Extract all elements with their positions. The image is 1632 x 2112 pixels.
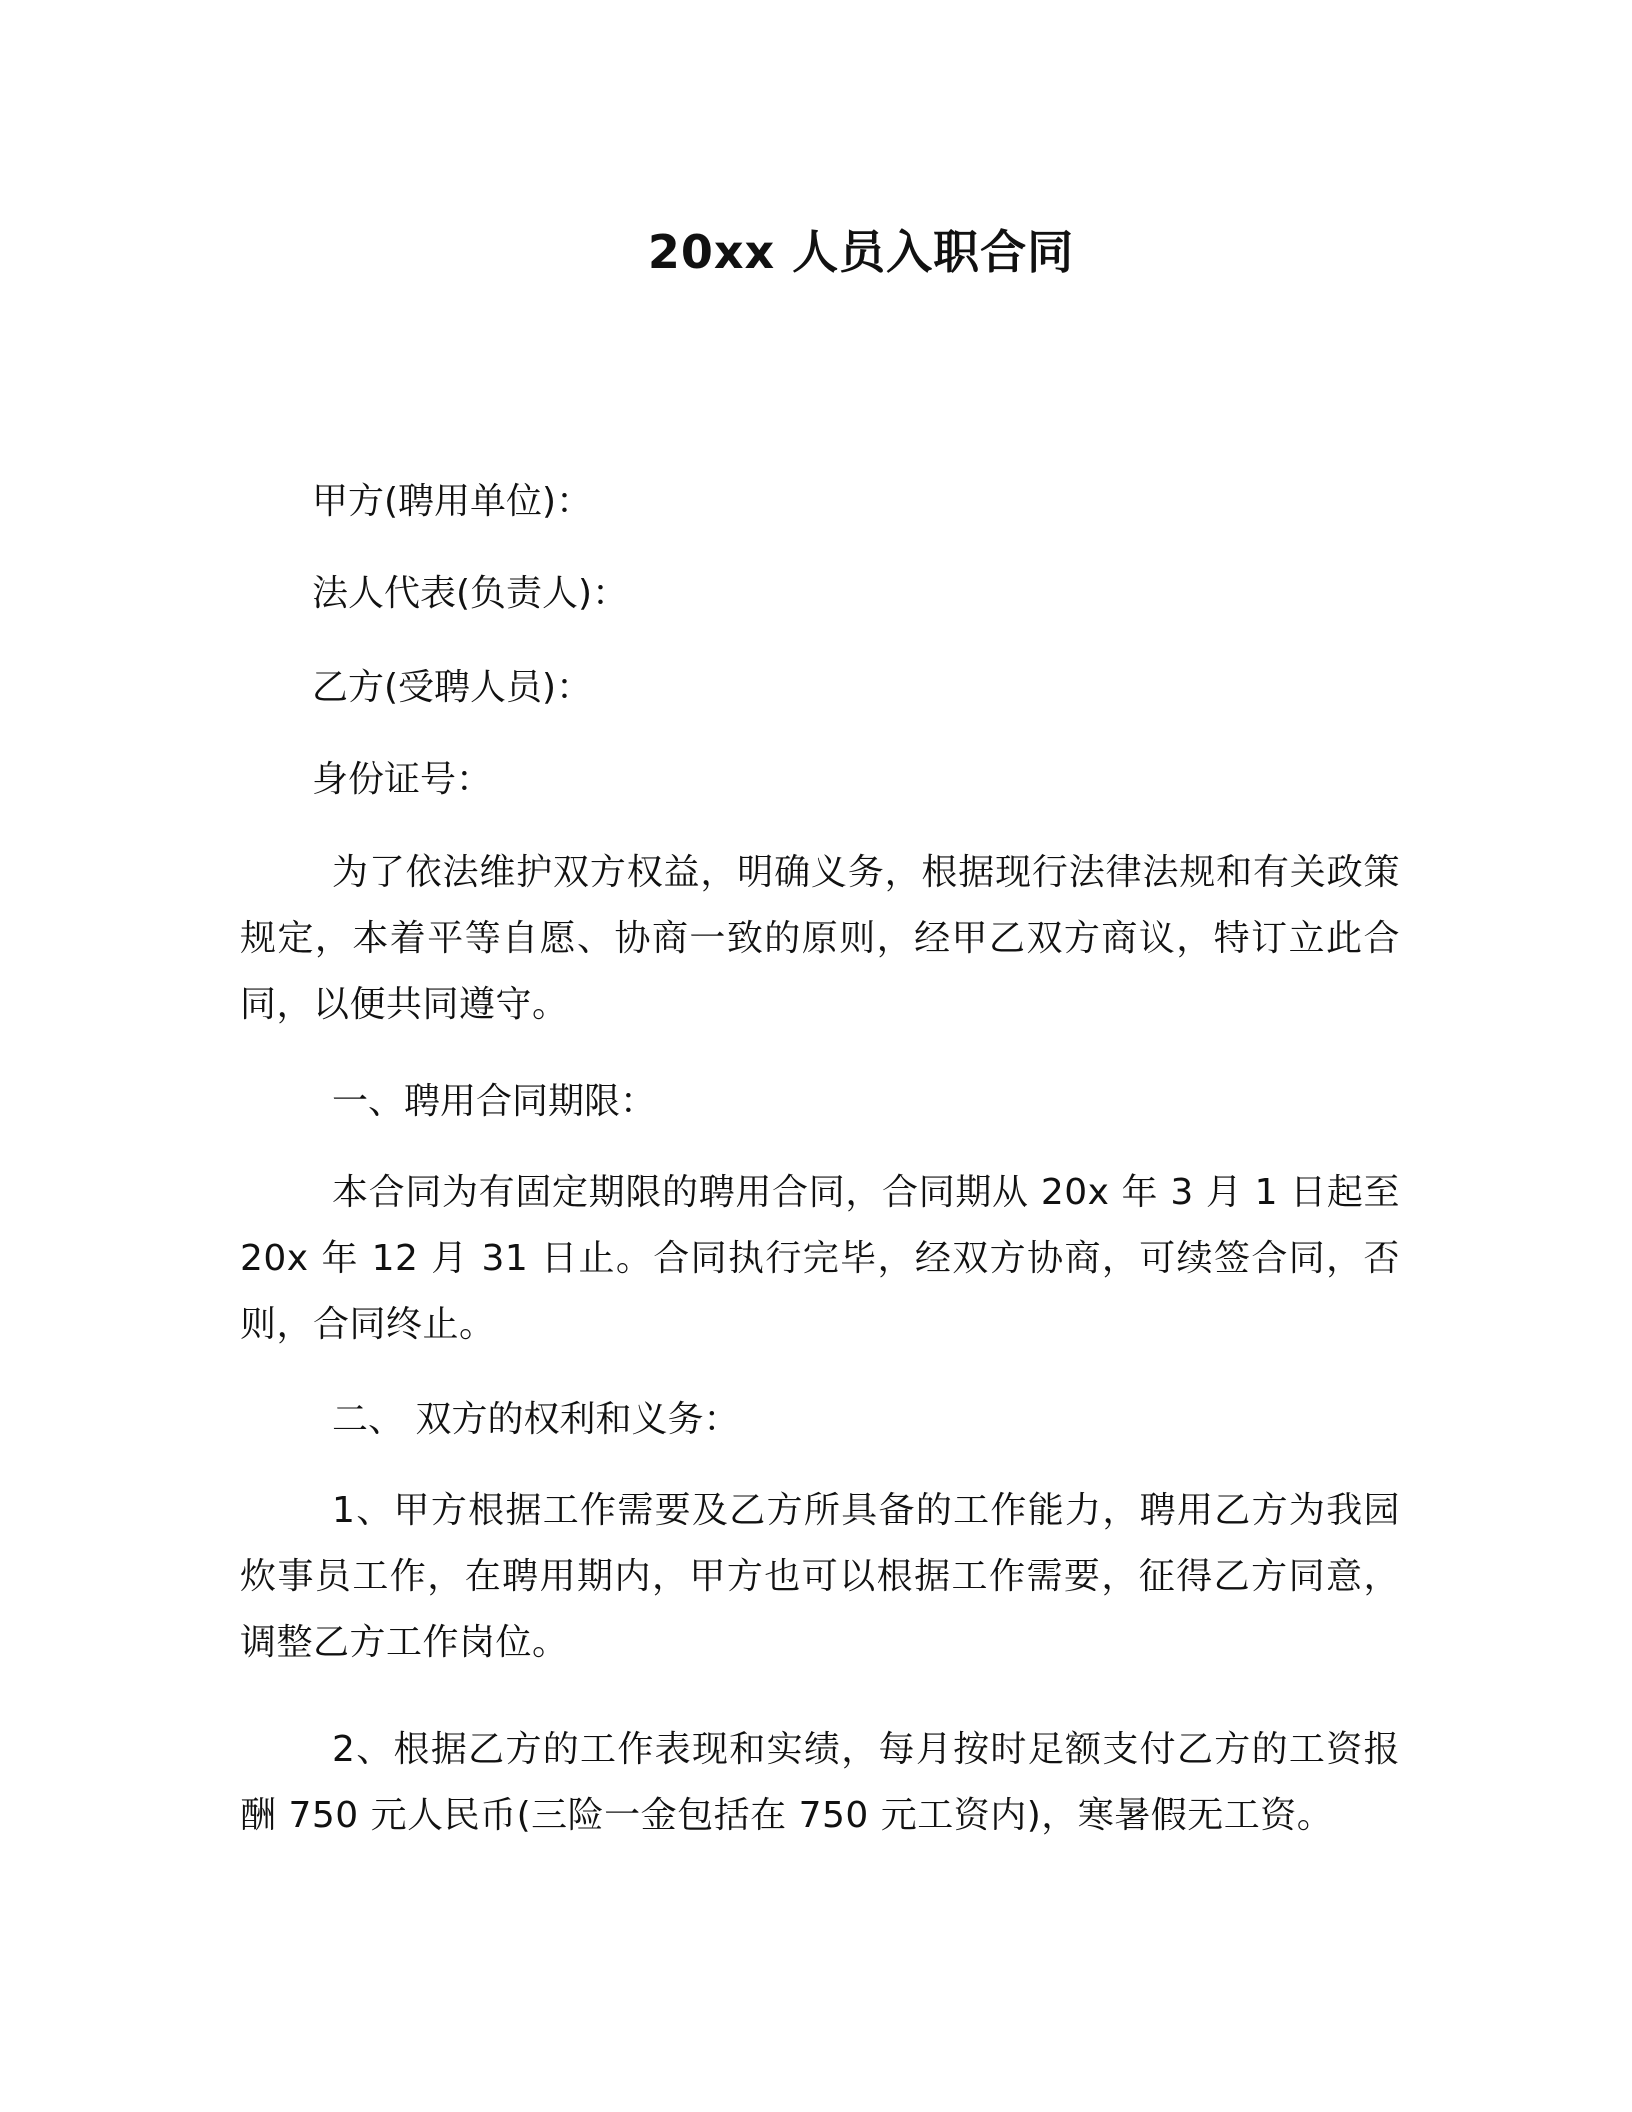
id-number-field: 身份证号： (312, 759, 493, 800)
intro-paragraph: 为了依法维护双方权益，明确义务，根据现行法律法规和有关政策规定，本着平等自愿、协商一致的原则，经甲乙双方商议，特订立此合同，以便共同遵守。 (240, 852, 1400, 1025)
section-2-heading: 二、 双方的权利和义务： (332, 1399, 740, 1440)
document-title: 20xx 人员入职合同 (647, 225, 1075, 279)
section-1-heading: 一、聘用合同期限： (332, 1081, 657, 1122)
section-2-item-1: 1、甲方根据工作需要及乙方所具备的工作能力，聘用乙方为我园炊事员工作，在聘用期内，甲方也可以根据工作需要，征得乙方同意，调整乙方工作岗位。 (240, 1490, 1400, 1663)
section-1-body: 本合同为有固定期限的聘用合同，合同期从 20x 年 3 月 1 日起至 20x 年 12 月 31 日止。合同执行完毕，经双方协商，可续签合同，否则，合同终止。 (240, 1172, 1400, 1345)
party-a-field: 甲方(聘用单位)： (312, 481, 593, 522)
section-2-item-2: 2、根据乙方的工作表现和实绩，每月按时足额支付乙方的工资报酬 750 元人民币(三险一金包括在 750 元工资内)，寒暑假无工资。 (240, 1729, 1400, 1836)
legal-representative-field: 法人代表(负责人)： (312, 573, 629, 614)
party-b-field: 乙方(受聘人员)： (312, 667, 593, 708)
